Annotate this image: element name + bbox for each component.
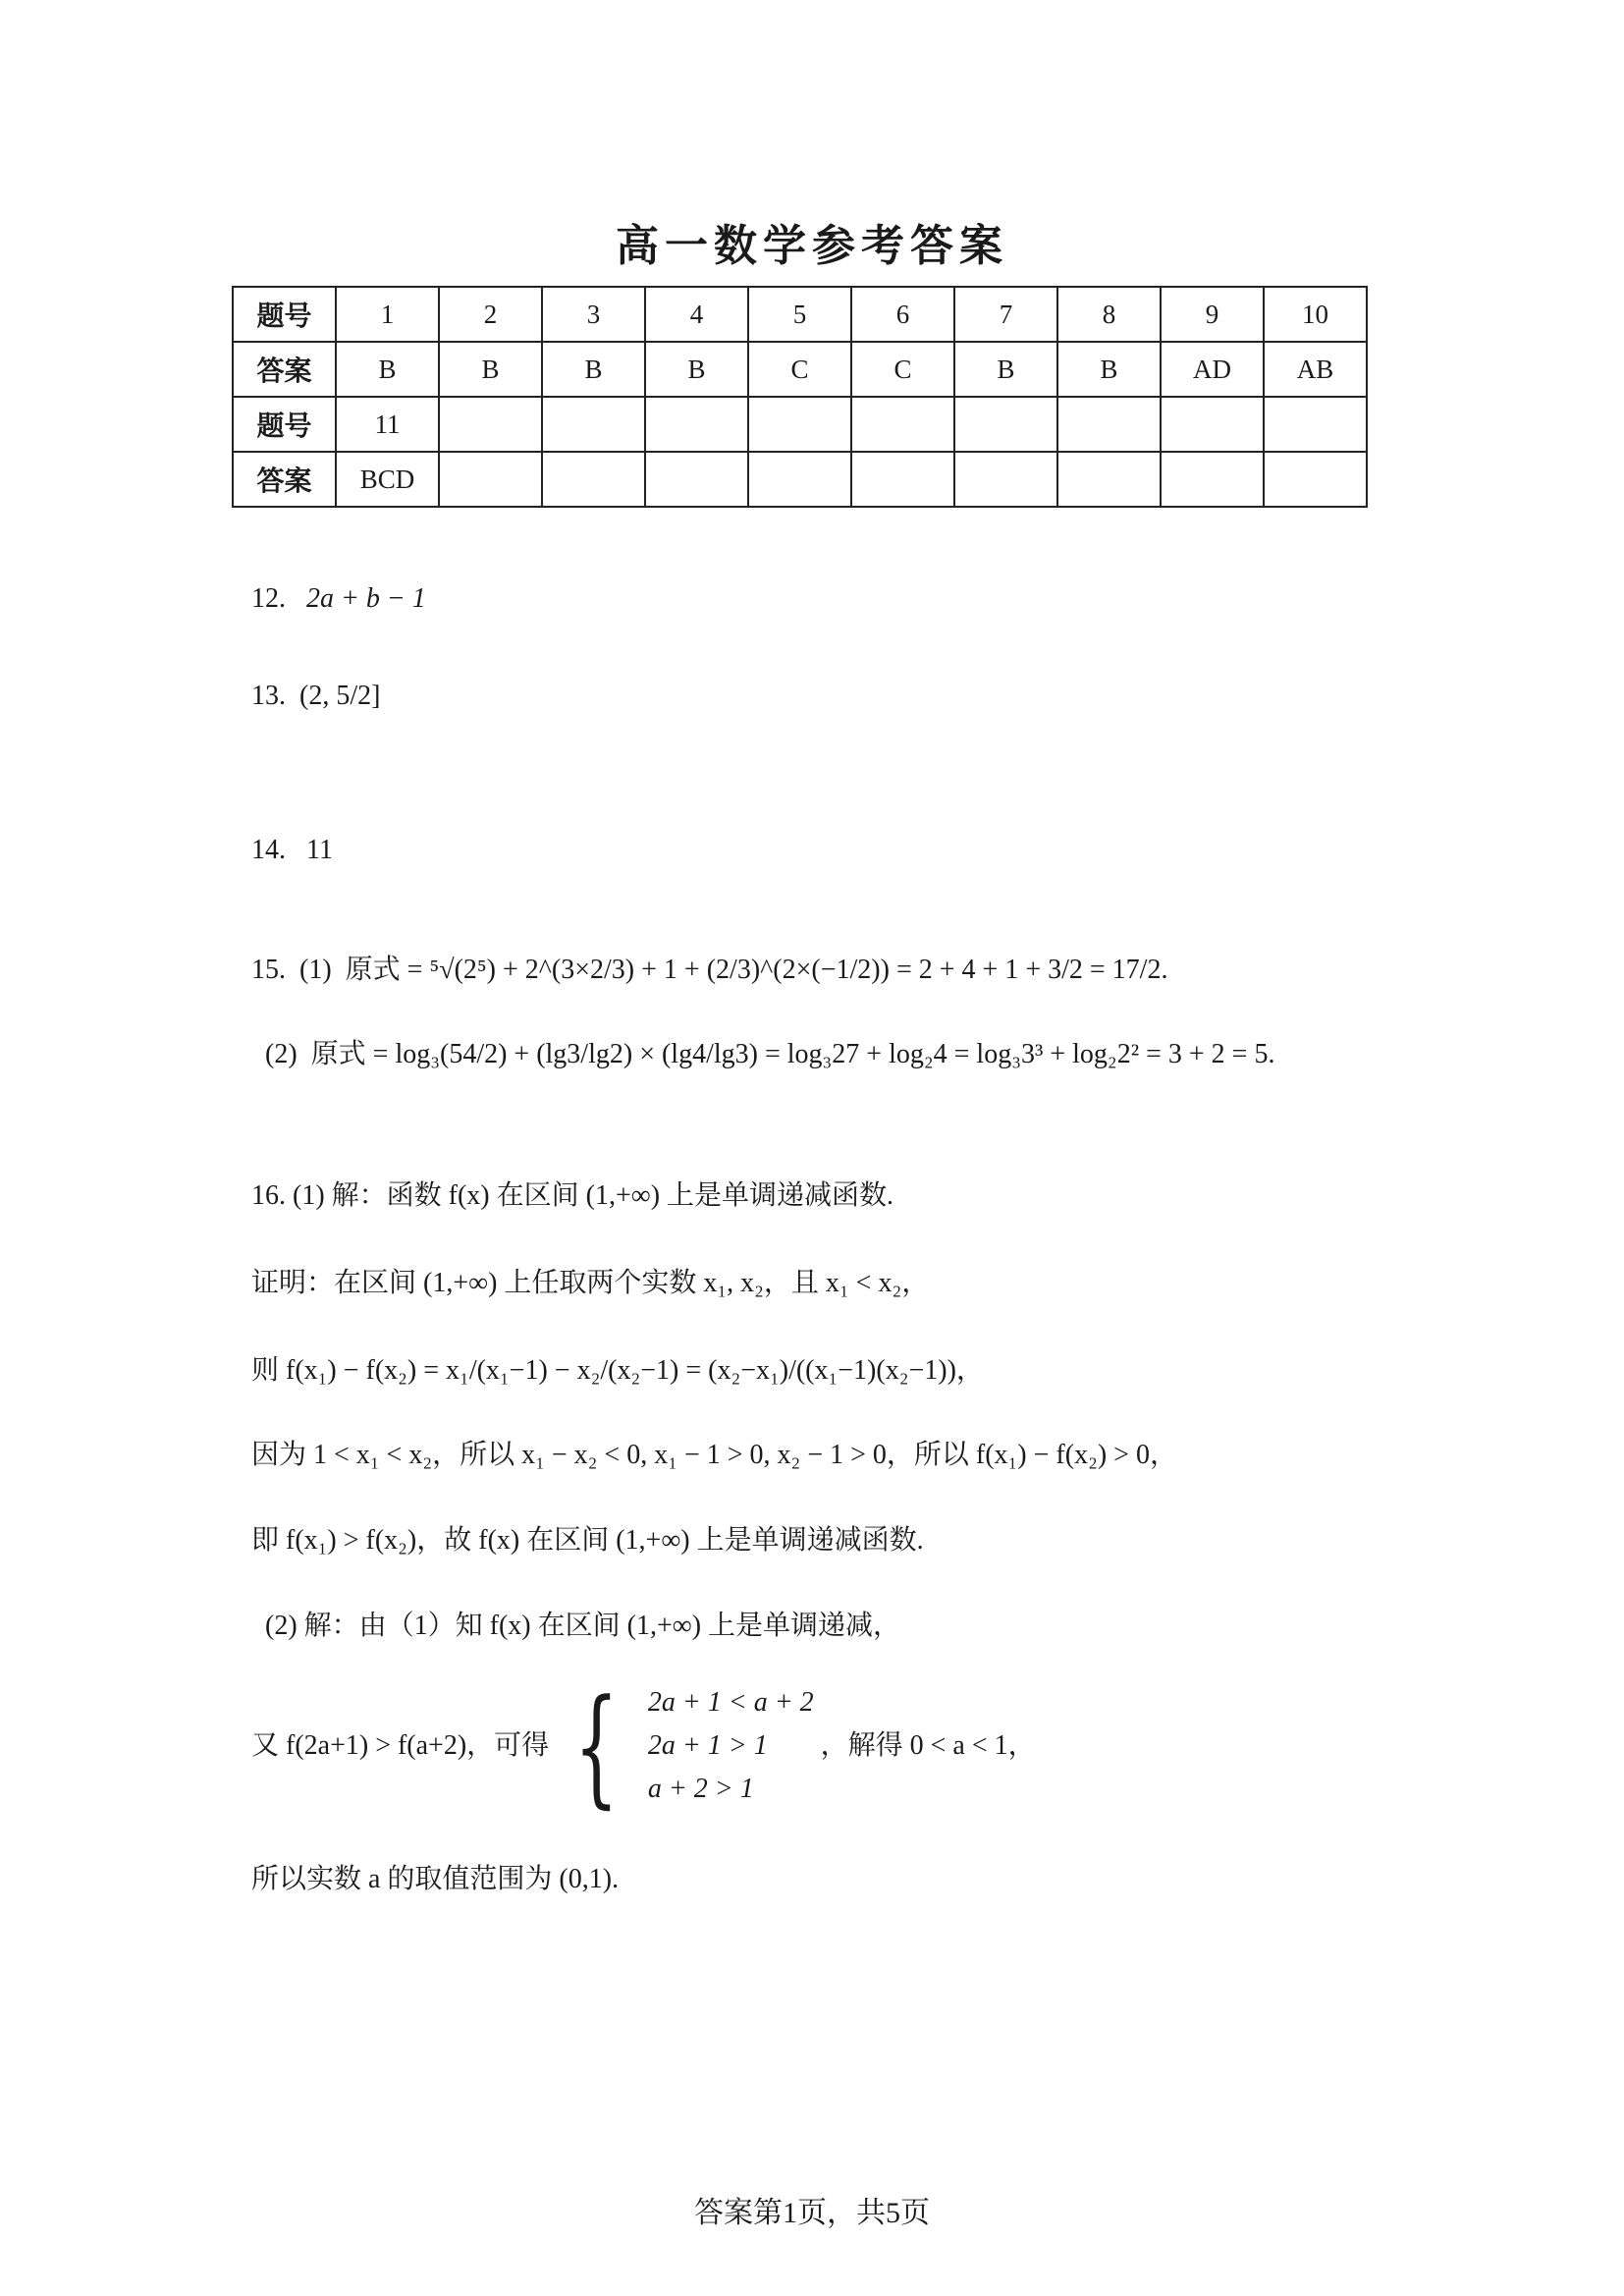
- table-cell: B: [439, 342, 542, 397]
- table-cell: 6: [851, 287, 954, 342]
- q16-line3: 则 f(x₁) − f(x₂) = x₁/(x₁−1) − x₂/(x₂−1) = (x₂−x₁)/((x₁−1)(x₂−1))，: [251, 1355, 984, 1386]
- table-cell: [1161, 452, 1264, 507]
- table-cell: 8: [1057, 287, 1161, 342]
- table-header-cell: 题号: [233, 397, 336, 452]
- table-cell: C: [851, 342, 954, 397]
- page-footer: 答案第1页，共5页: [694, 2197, 930, 2229]
- inequality: 2a + 1 > 1: [647, 1730, 768, 1761]
- q13-formula: (2, 5/2]: [299, 681, 381, 711]
- table-cell: 5: [748, 287, 851, 342]
- q15-part1-formula: 原式 = ⁵√(2⁵) + 2^(3×2/3) + 1 + (2/3)^(2×(−1/2)) = 2 + 4 + 1 + 3/2 = 17/2.: [345, 955, 1168, 985]
- q16-part1-label: (1): [293, 1180, 325, 1211]
- table-cell: AB: [1264, 342, 1367, 397]
- table-cell: B: [1057, 342, 1161, 397]
- table-row: [233, 397, 1367, 452]
- table-cell: 9: [1161, 287, 1264, 342]
- q16-part2-label: (2): [265, 1611, 298, 1641]
- table-cell: [542, 397, 645, 452]
- q14-answer: [251, 831, 333, 870]
- table-row: [233, 452, 1367, 507]
- table-cell: [1161, 397, 1264, 452]
- table-cell: B: [645, 342, 748, 397]
- table-cell: 10: [1264, 287, 1367, 342]
- table-cell: [851, 452, 954, 507]
- table-cell: [1264, 452, 1367, 507]
- q16-line8: 所以实数 a 的取值范围为 (0,1).: [251, 1864, 620, 1894]
- table-cell: [748, 452, 851, 507]
- table-cell: [748, 397, 851, 452]
- table-cell: 7: [954, 287, 1057, 342]
- table-cell: B: [336, 342, 439, 397]
- table-cell: C: [748, 342, 851, 397]
- q15-part1: [251, 951, 1167, 990]
- table-cell: BCD: [336, 452, 439, 507]
- q16-line7-lead: 又 f(2a+1) > f(a+2)，可得: [251, 1730, 550, 1761]
- q14-label: 14.: [251, 835, 286, 865]
- table-cell: [851, 397, 954, 452]
- table-header-cell: 题号: [233, 287, 336, 342]
- q16-line7: [251, 1671, 1036, 1821]
- q16-line1: [251, 1176, 893, 1216]
- inequality: 2a + 1 < a + 2: [647, 1687, 814, 1718]
- q15-part2-formula: 原式 = log₃(54/2) + (lg3/lg2) × (lg4/lg3) = log₃27 + log₂4 = log₃3³ + log₂2² = 3 + 2 = 5.: [310, 1039, 1275, 1069]
- answer-table: [232, 286, 1368, 508]
- q15-part2-label: (2): [265, 1039, 298, 1069]
- q16-line5: 即 f(x₁) > f(x₂)，故 f(x) 在区间 (1,+∞) 上是单调递减函数.: [251, 1525, 924, 1556]
- q15-part1-label: (1): [299, 955, 332, 985]
- q12-answer: [251, 579, 426, 619]
- table-cell: [542, 452, 645, 507]
- page-title: 高一数学参考答案: [616, 222, 1008, 270]
- table-cell: 1: [336, 287, 439, 342]
- table-cell: B: [954, 342, 1057, 397]
- q16-line1-text: 解：函数 f(x) 在区间 (1,+∞) 上是单调递减函数.: [331, 1180, 894, 1211]
- table-cell: [645, 452, 748, 507]
- q15-label: 15.: [251, 955, 286, 985]
- q16-line6: [265, 1607, 900, 1646]
- left-brace-icon: {: [573, 1671, 620, 1821]
- q13-answer: [251, 677, 380, 716]
- q16-line7-tail: ，解得 0 < a < 1，: [820, 1730, 1036, 1761]
- q16-line4: 因为 1 < x₁ < x₂，所以 x₁ − x₂ < 0, x₁ − 1 > 0, x₂ − 1 > 0，所以 f(x₁) − f(x₂) > 0，: [251, 1440, 1177, 1470]
- q15-part2: [265, 1035, 1274, 1074]
- table-cell: [1264, 397, 1367, 452]
- table-row: [233, 287, 1367, 342]
- q14-value: 11: [306, 835, 333, 865]
- table-cell: 11: [336, 397, 439, 452]
- table-cell: [439, 397, 542, 452]
- q16-line2: 证明：在区间 (1,+∞) 上任取两个实数 x₁, x₂，且 x₁ < x₂，: [251, 1268, 930, 1298]
- table-cell: [439, 452, 542, 507]
- inequality: a + 2 > 1: [647, 1774, 754, 1804]
- q12-label: 12.: [251, 583, 286, 614]
- q16-label: 16.: [251, 1180, 286, 1211]
- table-cell: [1057, 452, 1161, 507]
- table-cell: 3: [542, 287, 645, 342]
- table-cell: B: [542, 342, 645, 397]
- table-header-cell: 答案: [233, 452, 336, 507]
- table-cell: 4: [645, 287, 748, 342]
- table-cell: AD: [1161, 342, 1264, 397]
- table-row: [233, 342, 1367, 397]
- table-cell: 2: [439, 287, 542, 342]
- table-cell: [954, 452, 1057, 507]
- q12-formula: 2a + b − 1: [306, 583, 426, 614]
- table-cell: [645, 397, 748, 452]
- q13-label: 13.: [251, 681, 286, 711]
- table-cell: [954, 397, 1057, 452]
- table-header-cell: 答案: [233, 342, 336, 397]
- inequality-system: [648, 1681, 814, 1811]
- q16-line6-text: 解：由（1）知 f(x) 在区间 (1,+∞) 上是单调递减，: [303, 1611, 901, 1641]
- table-cell: [1057, 397, 1161, 452]
